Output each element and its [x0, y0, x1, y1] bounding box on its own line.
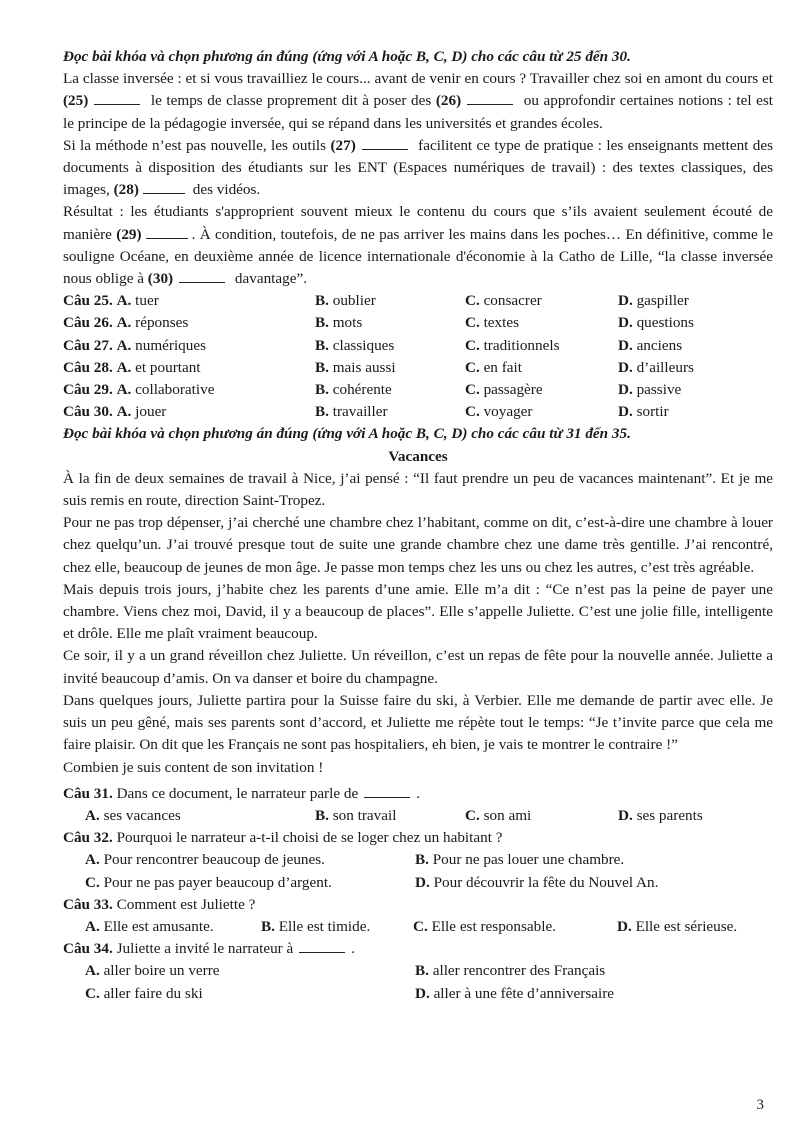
option-b: cohérente	[332, 381, 392, 399]
blank-number-26: (26)	[435, 92, 462, 110]
passage1-paragraph-1	[63, 68, 773, 135]
blank-30	[179, 269, 225, 283]
option-letter: A.	[116, 314, 132, 332]
option-c: Elle est responsable.	[431, 917, 556, 935]
text-fragment: Si la méthode n’est pas nouvelle, les outils	[63, 136, 327, 154]
option-b: Pour ne pas louer une chambre.	[432, 851, 625, 869]
option-letter: A.	[116, 292, 132, 310]
question-label: Câu 26.	[63, 314, 113, 332]
option-letter: D.	[618, 314, 633, 332]
option-b: mais aussi	[332, 358, 396, 376]
question-row	[63, 312, 773, 334]
option-letter: D.	[618, 358, 633, 376]
question-label: Câu 27.	[63, 336, 113, 354]
page-number: 3	[756, 1097, 764, 1113]
question-33-options	[63, 916, 773, 938]
option-a: et pourtant	[135, 358, 201, 376]
question-end: .	[351, 940, 356, 958]
text-fragment: le temps de classe proprement dit à poser des	[150, 92, 432, 110]
option-letter: B.	[315, 358, 329, 376]
option-letter: D.	[415, 873, 430, 891]
passage2-paragraph-1: À la fin de deux semaines de travail à Nice, j’ai pensé : “Il faut prendre un peu de vacances maintenant”. Et je me suis remis en route, direction Saint-Tropez.	[63, 469, 773, 510]
section1-instruction: Đọc bài khóa và chọn phương án đúng (ứng với A hoặc B, C, D) cho các câu từ 25 đến 30.	[63, 48, 631, 65]
text-fragment: facilitent ce type de pratique : les enseignants mettent des documents à disposition des étudiants sur les ENT (Espaces numériques de travail) : des textes classiques, des images,	[63, 136, 774, 199]
question-text: Pourquoi le narrateur a-t-il choisi de se loger chez un habitant ?	[116, 829, 503, 847]
option-letter: D.	[618, 381, 633, 399]
passage2-paragraph-6: Combien je suis content de son invitation !	[63, 758, 324, 776]
option-letter: C.	[465, 403, 480, 421]
option-letter: C.	[85, 873, 100, 891]
text-fragment: . À condition, toutefois, de ne pas arriver les mains dans les poches… En définitive, comme le souligne Océane, en deuxième année de licence internationale d'économie à la Catho de Lille, “la classe inversée nous oblige à	[63, 225, 773, 288]
passage2-paragraph-4: Ce soir, il y a un grand réveillon chez Juliette. Un réveillon, c’est un repas de fête pour la nouvelle année. Juliette a invité beaucoup d’amis. On va danser et boire du champagne.	[63, 647, 773, 687]
option-letter: B.	[315, 381, 329, 399]
question-row	[63, 379, 773, 401]
blank-number-28: (28)	[113, 181, 139, 199]
option-d: ses parents	[636, 806, 703, 824]
option-letter: A.	[116, 403, 132, 421]
option-b: aller rencontrer des Français	[432, 962, 606, 980]
blank-25	[94, 91, 140, 105]
blank-number-30: (30)	[147, 270, 174, 288]
option-b: son travail	[332, 806, 397, 824]
option-letter: C.	[465, 806, 480, 824]
option-letter: B.	[315, 403, 329, 421]
option-letter: A.	[116, 358, 132, 376]
option-a: Pour rencontrer beaucoup de jeunes.	[103, 851, 325, 869]
option-a: collaborative	[135, 381, 215, 399]
question-33	[63, 894, 773, 916]
text-fragment: ou approfondir certaines notions : tel est le principe de la pédagogie inversée, qui se répand dans les universités et grandes écoles.	[63, 92, 774, 132]
option-c: voyager	[483, 403, 533, 421]
text-fragment: des vidéos.	[192, 181, 261, 199]
option-letter: B.	[415, 962, 429, 980]
option-d: Elle est sérieuse.	[635, 917, 738, 935]
passage1-paragraph-2	[63, 135, 773, 202]
option-letter: A.	[116, 336, 132, 354]
question-label: Câu 30.	[63, 403, 113, 421]
option-letter: D.	[415, 984, 430, 1002]
option-c: textes	[483, 314, 519, 332]
blank-28	[143, 180, 185, 194]
option-letter: A.	[85, 962, 100, 980]
option-letter: C.	[465, 292, 480, 310]
option-d: d’ailleurs	[636, 358, 694, 376]
question-label: Câu 31.	[63, 784, 113, 802]
passage1-paragraph-3	[63, 201, 773, 290]
option-a: ses vacances	[103, 806, 181, 824]
option-letter: C.	[465, 381, 480, 399]
answer-blank	[299, 939, 345, 953]
blank-27	[362, 136, 408, 150]
question-row	[63, 357, 773, 379]
option-d: sortir	[636, 403, 669, 421]
option-c: son ami	[483, 806, 532, 824]
option-letter: C.	[465, 336, 480, 354]
blank-number-25: (25)	[63, 92, 89, 110]
option-d: passive	[636, 381, 682, 399]
text-fragment: davantage”.	[234, 270, 308, 288]
question-34-options-row-1	[63, 960, 773, 982]
option-a: Elle est amusante.	[103, 917, 214, 935]
option-c: aller faire du ski	[103, 984, 203, 1002]
option-letter: B.	[415, 851, 429, 869]
option-d: gaspiller	[636, 292, 689, 310]
option-b: travailler	[332, 403, 388, 421]
option-letter: C.	[465, 358, 480, 376]
option-b: oublier	[332, 292, 376, 310]
text-fragment: Résultat : les étudiants s'approprient souvent mieux le contenu du cours que s’ils avaient seulement écouté de manière	[63, 203, 773, 243]
option-d: questions	[636, 314, 694, 332]
option-b: classiques	[332, 336, 395, 354]
question-label: Câu 29.	[63, 381, 113, 399]
option-c: consacrer	[483, 292, 542, 310]
option-d: Pour découvrir la fête du Nouvel An.	[433, 873, 659, 891]
question-row	[63, 290, 773, 312]
passage-title: Vacances	[388, 447, 448, 465]
option-d: aller à une fête d’anniversaire	[433, 984, 615, 1002]
blank-number-29: (29)	[116, 225, 142, 243]
option-c: traditionnels	[483, 336, 560, 354]
option-letter: A.	[85, 806, 100, 824]
option-letter: B.	[315, 314, 329, 332]
option-letter: D.	[618, 292, 633, 310]
question-label: Câu 33.	[63, 895, 113, 913]
option-c: passagère	[483, 381, 543, 399]
option-letter: B.	[315, 806, 329, 824]
question-label: Câu 28.	[63, 358, 113, 376]
option-b: Elle est timide.	[278, 917, 371, 935]
option-a: réponses	[135, 314, 189, 332]
option-letter: D.	[618, 403, 633, 421]
question-label: Câu 25.	[63, 292, 113, 310]
question-32-options-row-1	[63, 849, 773, 871]
question-text: Comment est Juliette ?	[116, 895, 256, 913]
question-text: Juliette a invité le narrateur à	[116, 940, 294, 958]
option-a: aller boire un verre	[103, 962, 220, 980]
option-letter: C.	[85, 984, 100, 1002]
question-label: Câu 34.	[63, 940, 113, 958]
passage2-paragraph-3: Mais depuis trois jours, j’habite chez les parents d’une amie. Elle m’a dit : “Ce n’est pas la peine de payer une chambre. Viens chez moi, David, il y a beaucoup de places”. Elle s’appelle Juliette. C’est une jolie fille, intelligente et drôle. Elle me plaît vraiment beaucoup.	[63, 580, 773, 643]
option-letter: D.	[618, 806, 633, 824]
blank-26	[467, 91, 513, 105]
exam-page	[63, 46, 773, 1005]
option-letter: C.	[465, 314, 480, 332]
question-label: Câu 32.	[63, 829, 113, 847]
question-34	[63, 938, 773, 960]
question-32-options-row-2	[63, 872, 773, 894]
question-text: Dans ce document, le narrateur parle de	[116, 784, 359, 802]
blank-29	[146, 225, 188, 239]
passage2-paragraph-2: Pour ne pas trop dépenser, j’ai cherché une chambre chez l’habitant, comme on dit, c’est-à-dire une chambre à louer chez quelqu’un. J’ai trouvé presque tout de suite une grande chambre chez une dame très gentille. J’ai rencontré, chez elle, beaucoup de jeunes de mon âge. Je passe mon temps chez les uns ou chez les autres, c’est très agréable.	[63, 514, 773, 576]
text-fragment: La classe inversée : et si vous travailliez le cours... avant de venir en cours ? Travailler chez soi en amont du cours et	[63, 70, 773, 88]
option-a: tuer	[135, 292, 159, 310]
option-d: anciens	[636, 336, 683, 354]
question-32	[63, 827, 773, 849]
blank-number-27: (27)	[330, 136, 356, 154]
section2-instruction: Đọc bài khóa và chọn phương án đúng (ứng với A hoặc B, C, D) cho các câu từ 31 đến 35.	[63, 425, 631, 443]
question-row	[63, 401, 773, 423]
option-letter: B.	[315, 336, 329, 354]
option-a: jouer	[135, 403, 167, 421]
question-end: .	[416, 784, 421, 802]
option-letter: D.	[617, 917, 632, 935]
question-31-options	[63, 805, 773, 827]
option-a: numériques	[135, 336, 207, 354]
option-letter: A.	[85, 851, 100, 869]
option-letter: A.	[116, 381, 132, 399]
answer-blank	[364, 784, 410, 798]
option-letter: C.	[413, 917, 428, 935]
option-b: mots	[332, 314, 363, 332]
option-letter: A.	[85, 917, 100, 935]
option-letter: B.	[261, 917, 275, 935]
option-letter: B.	[315, 292, 329, 310]
passage2-paragraph-5: Dans quelques jours, Juliette partira pour la Suisse faire du ski, à Verbier. Elle me demande de partir avec elle. Je suis un peu gêné, mais ses parents sont d’accord, et Juliette me répète tout le temps: “Je t’invite parce que cela me faire plaisir. On dit que les Français ne sont pas hospitaliers, eh bien, je vais te montrer le contraire !”	[63, 691, 773, 754]
question-row	[63, 335, 773, 357]
option-letter: D.	[618, 336, 633, 354]
question-31	[63, 783, 773, 805]
questions-25-30	[63, 290, 773, 423]
option-c: Pour ne pas payer beaucoup d’argent.	[103, 873, 332, 891]
question-34-options-row-2	[63, 983, 773, 1005]
option-c: en fait	[483, 358, 522, 376]
